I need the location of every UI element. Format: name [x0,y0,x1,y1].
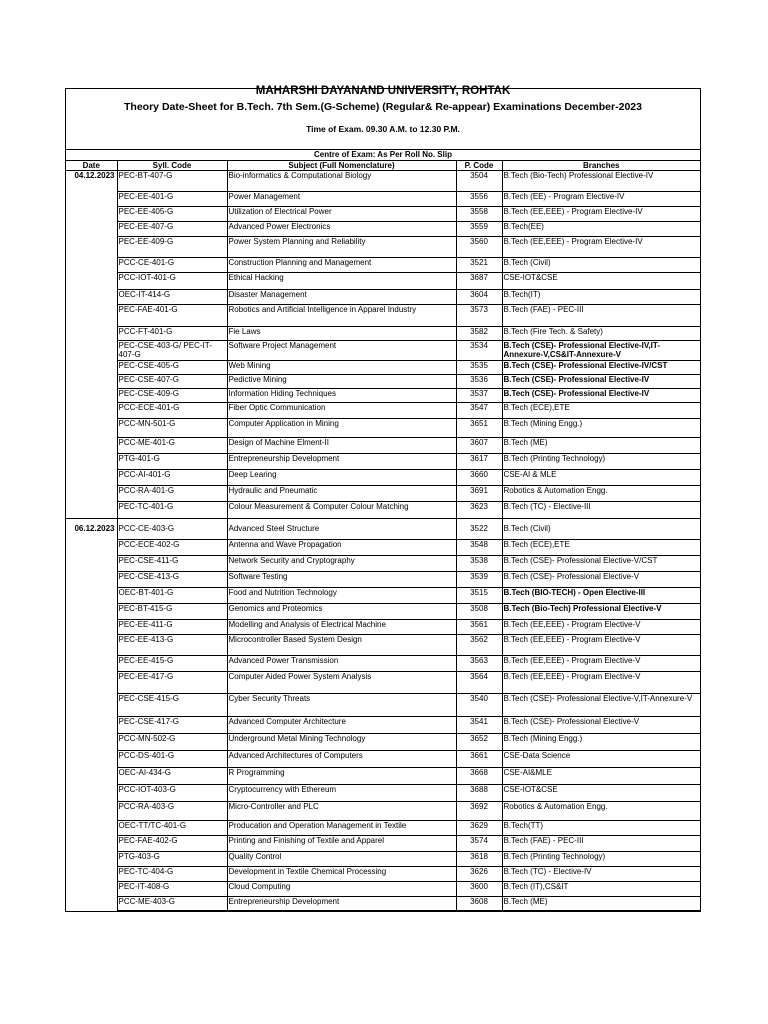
date-cell [66,604,117,620]
syll-code-cell: PEC-CSE-415-G [117,694,227,717]
subject-cell: Information Hiding Techniques [227,389,456,403]
syll-code-cell: PEC-CSE-411-G [117,556,227,572]
subject-cell: Power Management [227,192,456,207]
subject-cell: Software Project Management [227,341,456,361]
col-header-subject: Subject (Full Nomenclature) [227,161,456,171]
p-code-cell: 3651 [456,419,502,438]
subject-cell: Genomics and Proteomics [227,604,456,620]
subject-cell: Bio-informatics & Computational Biology [227,171,456,192]
table-row [66,694,700,717]
syll-code-cell: PTG-403-G [117,852,227,867]
branch-cell: CSE-AI&MLE [502,768,700,785]
subject-cell: Quality Control [227,852,456,867]
table-row [66,419,700,438]
table-row [66,836,700,852]
table-row [66,273,700,290]
p-code-cell: 3508 [456,604,502,620]
syll-code-cell: PCC-ECE-402-G [117,540,227,556]
p-code-cell: 3626 [456,867,502,882]
p-code-cell: 3541 [456,717,502,734]
date-cell [66,540,117,556]
date-cell [66,361,117,375]
subject-cell: Colour Measurement & Computer Colour Matching [227,502,456,519]
subject-cell: Pedictive Mining [227,375,456,389]
p-code-cell: 3522 [456,524,502,540]
branch-cell: B.Tech(IT) [502,290,700,305]
subject-cell: Network Security and Cryptography [227,556,456,572]
subject-cell: Producation and Operation Management in Textile [227,821,456,836]
table-row [66,635,700,656]
subject-cell: Software Testing [227,572,456,588]
date-cell [66,403,117,419]
branch-cell: B.Tech (Printing Technology) [502,454,700,470]
branch-cell: B.Tech (Mining Engg.) [502,734,700,751]
col-header-branches: Branches [502,161,700,171]
branch-cell: B.Tech (CSE)- Professional Elective-V [502,572,700,588]
p-code-cell: 3563 [456,656,502,672]
p-code-cell: 3668 [456,768,502,785]
branch-cell: B.Tech (Bio-Tech) Professional Elective-V [502,604,700,620]
branch-cell: B.Tech (EE,EEE) - Program Elective-V [502,620,700,635]
p-code-cell: 3538 [456,556,502,572]
p-code-cell: 3573 [456,305,502,327]
date-cell [66,290,117,305]
table-row [66,454,700,470]
subject-cell: R Programming [227,768,456,785]
syll-code-cell: PCC-ME-401-G [117,438,227,454]
branch-cell: B.Tech (Printing Technology) [502,852,700,867]
table-row [66,672,700,694]
table-row [66,656,700,672]
syll-code-cell: PEC-CSE-407-G [117,375,227,389]
subject-cell: Advanced Steel Structure [227,524,456,540]
branch-cell: B.Tech (EE,EEE) - Program Elective-V [502,635,700,656]
date-cell [66,258,117,273]
branch-cell: B.Tech (CSE)- Professional Elective-V,IT-Annexure-V [502,694,700,717]
table-row [66,486,700,502]
p-code-cell: 3560 [456,237,502,258]
p-code-cell: 3692 [456,802,502,821]
subject-cell: Web Mining [227,361,456,375]
date-cell [66,672,117,694]
branch-cell: B.Tech (EE,EEE) - Program Elective-V [502,656,700,672]
date-cell [66,556,117,572]
date-cell [66,867,117,882]
branch-cell: B.Tech (CSE)- Professional Elective-IV/CST [502,361,700,375]
table-row [66,604,700,620]
table-row [66,171,700,192]
p-code-cell: 3535 [456,361,502,375]
table-row [66,620,700,635]
p-code-cell: 3548 [456,540,502,556]
date-cell [66,751,117,768]
date-cell [66,852,117,867]
syll-code-cell: PCC-ECE-401-G [117,403,227,419]
exam-centre: Centre of Exam: As Per Roll No. Slip [66,149,700,160]
branch-cell: Robotics & Automation Engg. [502,802,700,821]
syll-code-cell: PCC-FT-401-G [117,327,227,341]
branch-cell: B.Tech (ECE),ETE [502,540,700,556]
p-code-cell: 3539 [456,572,502,588]
table-row [66,572,700,588]
date-cell [66,327,117,341]
subject-cell: Fiber Optic Communication [227,403,456,419]
syll-code-cell: PEC-EE-417-G [117,672,227,694]
date-cell [66,717,117,734]
p-code-cell: 3618 [456,852,502,867]
subject-cell: Cyber Security Threats [227,694,456,717]
table-row [66,290,700,305]
table-row [66,897,700,911]
syll-code-cell: PCC-AI-401-G [117,470,227,486]
table-row [66,327,700,341]
p-code-cell: 3608 [456,897,502,911]
date-cell [66,237,117,258]
branch-cell: Robotics & Automation Engg. [502,486,700,502]
syll-code-cell: OEC-AI-434-G [117,768,227,785]
p-code-cell: 3534 [456,341,502,361]
subject-cell: Deep Learing [227,470,456,486]
date-cell [66,785,117,802]
syll-code-cell: PEC-CSE-417-G [117,717,227,734]
p-code-cell: 3629 [456,821,502,836]
branch-cell: B.Tech (CSE)- Professional Elective-IV,IT-Annexure-V,CS&IT-Annexure-V [502,341,700,361]
subject-cell: Design of Machine Elment-II [227,438,456,454]
syll-code-cell: PEC-EE-415-G [117,656,227,672]
branch-cell: B.Tech (EE) - Program Elective-IV [502,192,700,207]
branch-cell: B.Tech (TC) - Elective-III [502,502,700,519]
p-code-cell: 3537 [456,389,502,403]
syll-code-cell: PCC-DS-401-G [117,751,227,768]
col-header-syll-code: Syll. Code [117,161,227,171]
table-row [66,403,700,419]
syll-code-cell: OEC-IT-414-G [117,290,227,305]
subject-cell: Food and Nutrition Technology [227,588,456,604]
subject-cell: Construction Planning and Management [227,258,456,273]
table-row [66,717,700,734]
date-cell [66,897,117,911]
branch-cell: B.Tech (CSE)- Professional Elective-IV [502,375,700,389]
p-code-cell: 3600 [456,882,502,897]
syll-code-cell: PEC-EE-405-G [117,207,227,222]
subject-cell: Microcontroller Based System Design [227,635,456,656]
table-row [66,375,700,389]
branch-cell: B.Tech (EE,EEE) - Program Elective-IV [502,237,700,258]
subject-cell: Development in Textile Chemical Processing [227,867,456,882]
subject-cell: Underground Metal Mining Technology [227,734,456,751]
branch-cell: B.Tech (CSE)- Professional Elective-V [502,717,700,734]
p-code-cell: 3582 [456,327,502,341]
date-cell [66,207,117,222]
table-row [66,734,700,751]
branch-cell: B.Tech (FAE) - PEC-III [502,305,700,327]
table-row [66,751,700,768]
col-header-date: Date [66,161,117,171]
subject-cell: Printing and Finishing of Textile and Apparel [227,836,456,852]
p-code-cell: 3556 [456,192,502,207]
date-cell [66,419,117,438]
date-cell [66,635,117,656]
syll-code-cell: PTG-401-G [117,454,227,470]
table-row [66,821,700,836]
p-code-cell: 3574 [456,836,502,852]
subject-cell: Advanced Computer Architecture [227,717,456,734]
date-cell [66,694,117,717]
date-cell: 06.12.2023 [74,524,115,533]
date-cell [66,273,117,290]
syll-code-cell: PEC-TC-401-G [117,502,227,519]
syll-code-cell: PEC-BT-415-G [117,604,227,620]
subject-cell: Entrepreneurship Development [227,897,456,911]
table-row [66,768,700,785]
syll-code-cell: PCC-CE-403-G [117,524,227,540]
syll-code-cell: PEC-EE-401-G [117,192,227,207]
schedule-table [66,160,700,911]
date-cell [66,192,117,207]
subject-cell: Cryptocurrency with Ethereum [227,785,456,802]
date-cell [66,572,117,588]
syll-code-cell: PEC-CSE-403-G/ PEC-IT-407-G [117,341,227,361]
table-row [66,305,700,327]
subject-cell: Modelling and Analysis of Electrical Machine [227,620,456,635]
branch-cell: B.Tech (Fire Tech. & Safety) [502,327,700,341]
date-cell [66,305,117,327]
branch-cell: B.Tech (Mining Engg.) [502,419,700,438]
syll-code-cell: PEC-CSE-405-G [117,361,227,375]
p-code-cell: 3607 [456,438,502,454]
branch-cell: B.Tech (IT),CS&IT [502,882,700,897]
branch-cell: B.Tech (EE,EEE) - Program Elective-V [502,672,700,694]
sheet-title: Theory Date-Sheet for B.Tech. 7th Sem.(G-Scheme) (Regular& Re-appear) Examinations December-2023 [124,101,642,113]
syll-code-cell: PEC-FAE-401-G [117,305,227,327]
date-cell: 04.12.2023 [74,171,115,180]
date-sheet [65,85,701,912]
p-code-cell: 3604 [456,290,502,305]
date-cell [66,454,117,470]
date-cell [66,341,117,361]
syll-code-cell: PEC-CSE-413-G [117,572,227,588]
subject-cell: Ethical Hacking [227,273,456,290]
table-row [66,556,700,572]
table-row [66,341,700,361]
branch-cell: CSE-Data Science [502,751,700,768]
syll-code-cell: PEC-CSE-409-G [117,389,227,403]
subject-cell: Cloud Computing [227,882,456,897]
date-cell [66,486,117,502]
branch-cell: B.Tech(EE) [502,222,700,237]
p-code-cell: 3559 [456,222,502,237]
syll-code-cell: PEC-EE-411-G [117,620,227,635]
subject-cell: Fie Laws [227,327,456,341]
date-cell [66,768,117,785]
subject-cell: Computer Application in Mining [227,419,456,438]
syll-code-cell: PCC-MN-501-G [117,419,227,438]
date-cell [66,588,117,604]
branch-cell: B.Tech (ECE),ETE [502,403,700,419]
p-code-cell: 3558 [456,207,502,222]
subject-cell: Antenna and Wave Propagation [227,540,456,556]
subject-cell: Advanced Architectures of Computers [227,751,456,768]
subject-cell: Disaster Management [227,290,456,305]
table-row [66,502,700,519]
syll-code-cell: PCC-RA-401-G [117,486,227,502]
p-code-cell: 3652 [456,734,502,751]
date-cell [66,502,117,519]
branch-cell: B.Tech(TT) [502,821,700,836]
table-row [66,785,700,802]
p-code-cell: 3564 [456,672,502,694]
p-code-cell: 3623 [456,502,502,519]
table-row [66,540,700,556]
table-row [66,222,700,237]
date-cell [66,802,117,821]
table-row [66,438,700,454]
branch-cell: B.Tech (Civil) [502,524,700,540]
syll-code-cell: PEC-EE-413-G [117,635,227,656]
p-code-cell: 3687 [456,273,502,290]
table-body [66,171,700,911]
date-cell [66,734,117,751]
subject-cell: Power System Planning and Reliability [227,237,456,258]
syll-code-cell: PEC-FAE-402-G [117,836,227,852]
date-cell [66,389,117,403]
branch-cell: B.Tech (BIO-TECH) - Open Elective-III [502,588,700,604]
subject-cell: Utilization of Electrical Power [227,207,456,222]
branch-cell: B.Tech (ME) [502,897,700,911]
date-cell [66,656,117,672]
syll-code-cell: PEC-EE-409-G [117,237,227,258]
subject-cell: Micro-Controller and PLC [227,802,456,821]
branch-cell: B.Tech (FAE) - PEC-III [502,836,700,852]
syll-code-cell: PCC-CE-401-G [117,258,227,273]
col-header-p-code: P. Code [456,161,502,171]
date-cell [66,882,117,897]
syll-code-cell: PEC-BT-407-G [117,171,227,192]
subject-cell: Advanced Power Electronics [227,222,456,237]
sheet-header [66,85,700,149]
p-code-cell: 3547 [456,403,502,419]
date-cell [66,438,117,454]
date-cell [66,821,117,836]
syll-code-cell: OEC-BT-401-G [117,588,227,604]
subject-cell: Hydraulic and Pneumatic [227,486,456,502]
date-cell [66,375,117,389]
table-row [66,207,700,222]
p-code-cell: 3661 [456,751,502,768]
subject-cell: Computer Aided Power System Analysis [227,672,456,694]
syll-code-cell: OEC-TT/TC-401-G [117,821,227,836]
table-row [66,237,700,258]
subject-cell: Advanced Power Transmission [227,656,456,672]
p-code-cell: 3660 [456,470,502,486]
p-code-cell: 3617 [456,454,502,470]
table-row [66,867,700,882]
date-cell [66,470,117,486]
table-row [66,588,700,604]
p-code-cell: 3504 [456,171,502,192]
p-code-cell: 3540 [456,694,502,717]
table-row [66,192,700,207]
table-row [66,882,700,897]
syll-code-cell: PCC-IOT-401-G [117,273,227,290]
p-code-cell: 3521 [456,258,502,273]
syll-code-cell: PCC-ME-403-G [117,897,227,911]
table-header-row [66,161,700,171]
university-name: MAHARSHI DAYANAND UNIVERSITY, ROHTAK [255,85,511,97]
syll-code-cell: PEC-IT-408-G [117,882,227,897]
table-row [66,258,700,273]
p-code-cell: 3691 [456,486,502,502]
subject-cell: Robotics and Artificial Intelligence in Apparel Industry [227,305,456,327]
syll-code-cell: PEC-TC-404-G [117,867,227,882]
branch-cell: B.Tech (ME) [502,438,700,454]
subject-cell: Entrepreneurship Development [227,454,456,470]
syll-code-cell: PCC-MN-502-G [117,734,227,751]
table-row [66,361,700,375]
date-cell [66,222,117,237]
syll-code-cell: PCC-RA-403-G [117,802,227,821]
date-cell [66,620,117,635]
branch-cell: B.Tech (EE,EEE) - Program Elective-IV [502,207,700,222]
branch-cell: CSE-AI & MLE [502,470,700,486]
p-code-cell: 3536 [456,375,502,389]
branch-cell: B.Tech (Bio-Tech) Professional Elective-IV [502,171,700,192]
exam-time: Time of Exam. 09.30 A.M. to 12.30 P.M. [306,124,460,134]
p-code-cell: 3688 [456,785,502,802]
p-code-cell: 3515 [456,588,502,604]
branch-cell: B.Tech (CSE)- Professional Elective-IV [502,389,700,403]
branch-cell: B.Tech (CSE)- Professional Elective-V/CST [502,556,700,572]
table-row [66,389,700,403]
table-row [66,470,700,486]
p-code-cell: 3562 [456,635,502,656]
table-row [66,852,700,867]
date-cell [66,836,117,852]
branch-cell: B.Tech (Civil) [502,258,700,273]
p-code-cell: 3561 [456,620,502,635]
syll-code-cell: PEC-EE-407-G [117,222,227,237]
syll-code-cell: PCC-IOT-403-G [117,785,227,802]
table-row [66,524,700,540]
branch-cell: CSE-IOT&CSE [502,785,700,802]
table-row [66,802,700,821]
branch-cell: CSE-IOT&CSE [502,273,700,290]
branch-cell: B.Tech (TC) - Elective-IV [502,867,700,882]
